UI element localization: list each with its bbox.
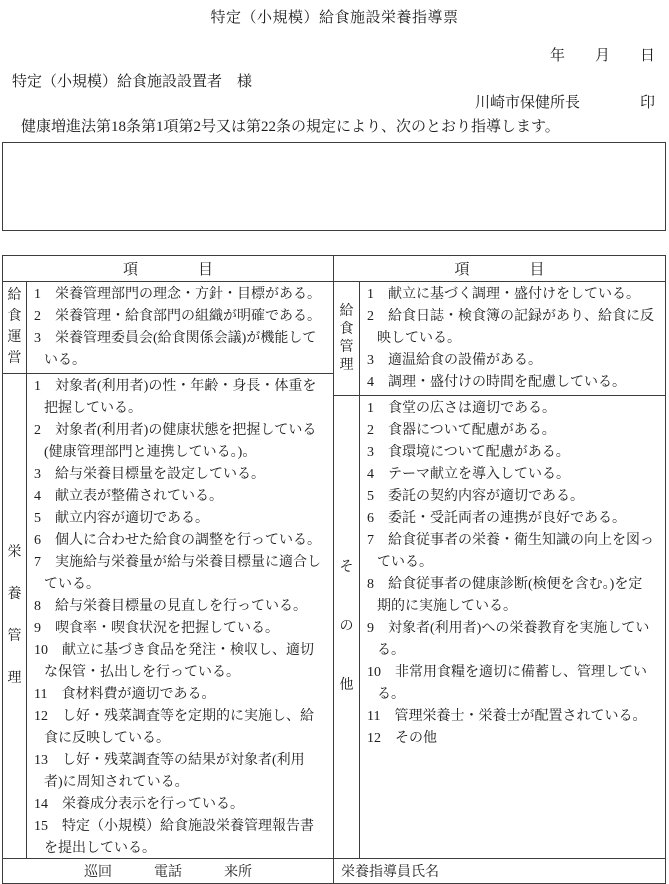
checklist-item: 6 個人に合わせた給食の調整を行っている。 [34, 533, 321, 548]
checklist-item: 4 テーマ献立を導入している。 [367, 467, 570, 482]
checklist-item: 3 栄養管理委員会(給食関係会議)が機能している。 [34, 331, 317, 368]
checklist-item: 8 給与栄養目標量の見直しを行っている。 [34, 599, 307, 614]
checklist-item: 1 対象者(利用者)の性・年齢・身長・体重を把握している。 [34, 379, 317, 416]
column-header-left: 項 目 [3, 256, 334, 282]
checklist-item: 1 食堂の広さは適切である。 [367, 401, 556, 416]
checklist-item: 15 特定（小規模）給食施設栄養管理報告書を提出している。 [34, 819, 314, 856]
checklist-item: 12 その他 [367, 731, 437, 746]
group-label-eiyo-kanri: 栄 養 管 理 [3, 374, 27, 859]
checklist-item: 6 委託・受託両者の連携が良好である。 [367, 511, 626, 526]
guidance-comment-box [2, 142, 666, 231]
checklist-item: 11 食材料費が適切である。 [34, 687, 216, 702]
checklist-item: 1 献立に基づく調理・盛付けをしている。 [367, 287, 640, 302]
footer-visit-methods: 巡回 電話 来所 [3, 859, 334, 883]
checklist-item: 9 喫食率・喫食状況を把握している。 [34, 621, 279, 636]
issuer-seal-line: 川崎市保健所長 印 [474, 95, 655, 111]
group-label-kyushoku-kanri: 給 食 管 理 [334, 282, 360, 396]
checklist-item: 1 栄養管理部門の理念・方針・目標がある。 [34, 287, 321, 302]
checklist-item: 9 対象者(利用者)への栄養教育を実施している。 [367, 621, 650, 658]
inspection-table [2, 255, 666, 884]
date-line: 年 月 日 [549, 48, 655, 64]
checklist-item: 14 栄養成分表示を行っている。 [34, 797, 244, 812]
checklist-item: 13 し好・残菜調査等の結果が対象者(利用者)に周知されている。 [34, 753, 305, 790]
page-title: 特定（小規模）給食施設栄養指導票 [210, 10, 459, 26]
checklist-item: 2 給食日誌・検食簿の記録があり、給食に反映している。 [367, 309, 654, 346]
checklist-item: 3 食環境について配慮がある。 [367, 445, 570, 460]
checklist-item: 12 し好・残菜調査等を定期的に実施し、給食に反映している。 [34, 709, 314, 746]
checklist-item: 4 調理・盛付けの時間を配慮している。 [367, 375, 626, 390]
checklist-item: 5 委託の契約内容が適切である。 [367, 489, 584, 504]
group-label-kyushoku-unei: 給 食 運 営 [3, 282, 27, 374]
checklist-item: 4 献立表が整備されている。 [34, 489, 223, 504]
item-list-sonota [360, 396, 665, 859]
checklist-item: 3 給与栄養目標量を設定している。 [34, 467, 265, 482]
addressee-line: 特定（小規模）給食施設設置者 様 [12, 74, 253, 90]
checklist-item: 2 食器について配慮がある。 [367, 423, 556, 438]
checklist-item: 2 栄養管理・給食部門の組織が明確である。 [34, 309, 321, 324]
footer-instructor-name: 栄養指導員氏名 [334, 859, 665, 883]
item-list-eiyo-kanri [27, 374, 334, 859]
item-list-kyushoku-kanri [360, 282, 665, 396]
column-header-right: 項 目 [334, 256, 665, 282]
checklist-item: 7 実施給与栄養量が給与栄養目標量に適合している。 [34, 555, 321, 592]
legal-intro-text: 健康増進法第18条第1項第2号又は第22条の規定により、次のとおり指導します。 [21, 119, 560, 135]
item-list-kyushoku-unei [27, 282, 334, 374]
checklist-item: 11 管理栄養士・栄養士が配置されている。 [367, 709, 647, 724]
checklist-item: 10 献立に基づき食品を発注・検収し、適切な保管・払出しを行っている。 [34, 643, 314, 680]
checklist-item: 3 適温給食の設備がある。 [367, 353, 542, 368]
checklist-item: 10 非常用食糧を適切に備蓄し、管理している。 [367, 665, 647, 702]
checklist-item: 5 献立内容が適切である。 [34, 511, 209, 526]
group-label-sonota: そ の 他 [334, 396, 360, 859]
checklist-item: 7 給食従事者の栄養・衛生知識の向上を図っている。 [367, 533, 654, 570]
checklist-item: 2 対象者(利用者)の健康状態を把握している(健康管理部門と連携している。)。 [34, 423, 317, 460]
checklist-item: 8 給食従事者の健康診断(検便を含む。)を定期的に実施している。 [367, 577, 643, 614]
